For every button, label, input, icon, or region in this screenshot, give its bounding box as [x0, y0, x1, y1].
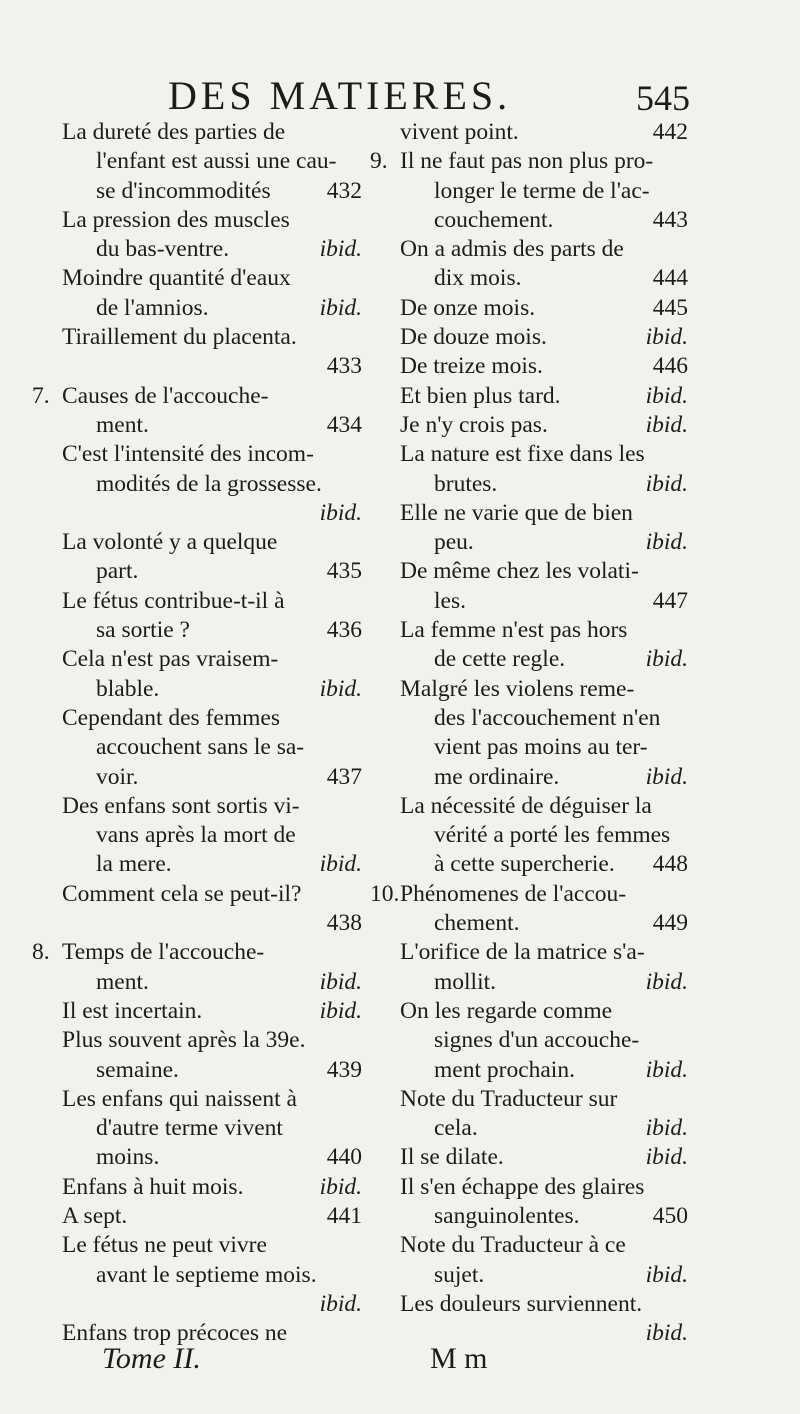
page-reference: ibid. [645, 1320, 688, 1347]
index-entry [360, 499, 688, 558]
index-column-left [22, 118, 362, 1348]
entry-text: De treize mois. [400, 353, 543, 380]
index-entry [360, 352, 688, 381]
index-entry [22, 1173, 362, 1202]
index-entry [360, 792, 688, 880]
index-entry [22, 206, 362, 265]
entry-text: Je n'y crois pas. [400, 411, 548, 438]
index-entry [22, 440, 362, 528]
entry-text: De même chez les volati- [400, 558, 639, 585]
page-reference: ibid. [319, 236, 362, 263]
index-entry [360, 557, 688, 616]
entry-text: voir. [96, 763, 139, 790]
index-entry [360, 411, 688, 440]
entry-text: Il est incertain. [62, 997, 203, 1024]
index-entry [360, 382, 688, 411]
index-entry [22, 880, 362, 939]
entry-text: peu. [434, 529, 474, 556]
index-entry [360, 323, 688, 352]
entry-text: La nécessité de déguiser la [400, 792, 652, 819]
page-reference: 447 [652, 587, 688, 614]
entry-text: vans après la mort de [96, 822, 296, 849]
index-entry [22, 323, 362, 382]
index-entry [360, 147, 688, 235]
page-reference: 448 [652, 851, 688, 878]
entry-text: Enfans à huit mois. [62, 1173, 244, 1200]
entry-text: longer le terme de l'ac- [434, 177, 650, 204]
index-entry [360, 997, 688, 1085]
page-reference: ibid. [645, 411, 688, 438]
entry-text: vient pas moins au ter- [434, 734, 648, 761]
page-footer [0, 1342, 800, 1382]
section-number: 8. [32, 939, 50, 966]
entry-text: sanguinolentes. [434, 1202, 580, 1229]
page-reference: 443 [652, 206, 688, 233]
entry-text: Malgré les violens reme- [400, 675, 635, 702]
index-entry [360, 1143, 688, 1172]
index-entry [22, 1026, 362, 1085]
page-reference: ibid. [645, 529, 688, 556]
index-entry [360, 1290, 688, 1349]
index-entry [360, 1085, 688, 1144]
entry-text: Cela n'est pas vraisem- [62, 646, 279, 673]
page-reference: ibid. [645, 1056, 688, 1083]
entry-text: La dureté des parties de [62, 119, 286, 145]
page-reference: 445 [652, 294, 688, 321]
entry-text: chement. [434, 910, 520, 937]
section-number: 10. [370, 880, 400, 907]
entry-text: avant le septieme mois. [96, 1261, 317, 1288]
entry-text: d'autre terme vivent [96, 1115, 283, 1142]
entry-text: Il ne faut pas non plus pro- [400, 148, 654, 175]
index-entry [360, 616, 688, 675]
running-title: DES MATIERES. [168, 73, 512, 118]
index-entry [360, 938, 688, 997]
entry-text: A sept. [62, 1202, 128, 1229]
page-reference: 434 [326, 411, 362, 438]
entry-text: se d'incommodités [96, 177, 271, 204]
page-reference: ibid. [319, 675, 362, 702]
entry-text: La pression des muscles [62, 206, 290, 233]
entry-text: Les douleurs surviennent. [400, 1290, 643, 1317]
page-reference: ibid. [645, 1144, 688, 1171]
entry-text: de cette regle. [434, 646, 566, 673]
entry-text: les. [434, 587, 466, 614]
page-reference: ibid. [319, 294, 362, 321]
entry-text: La nature est fixe dans les [400, 441, 645, 468]
entry-text: ment. [96, 968, 149, 995]
index-entry [360, 440, 688, 499]
entry-text: Des enfans sont sortis vi- [62, 792, 300, 819]
index-entry [22, 1231, 362, 1319]
index-entry [22, 118, 362, 206]
page-reference: ibid. [319, 968, 362, 995]
entry-text: De douze mois. [400, 324, 547, 351]
entry-text: La volonté y a quelque [62, 529, 278, 556]
entry-text: signes d'un accouche- [434, 1027, 640, 1054]
entry-text: vivent point. [400, 119, 519, 145]
entry-text: sa sortie ? [96, 617, 190, 644]
entry-text: Tiraillement du placenta. [62, 324, 297, 351]
entry-text: sujet. [434, 1261, 485, 1288]
index-entry [22, 645, 362, 704]
entry-text: ment. [96, 411, 149, 438]
page-reference: ibid. [645, 470, 688, 497]
entry-text: Causes de l'accouche- [62, 382, 269, 409]
entry-text: Elle ne varie que de bien [400, 499, 633, 526]
page-reference: 450 [652, 1202, 688, 1229]
page-reference: 437 [326, 763, 362, 790]
page-reference: ibid. [645, 646, 688, 673]
page-reference: 442 [652, 119, 688, 145]
page-reference: ibid. [319, 499, 362, 526]
page-number: 545 [636, 78, 690, 118]
entry-text: l'enfant est aussi une cau- [96, 148, 337, 175]
index-entry [22, 382, 362, 441]
page-reference: ibid. [645, 382, 688, 409]
entry-text: Note du Traducteur sur [400, 1085, 618, 1112]
page-reference: ibid. [645, 968, 688, 995]
entry-text: accouchent sans le sa- [96, 734, 305, 761]
index-entry [360, 1231, 688, 1290]
page-reference: 438 [326, 910, 362, 937]
index-entry [22, 792, 362, 880]
page-reference: 440 [326, 1144, 362, 1171]
index-entry [360, 235, 688, 294]
page-reference: ibid. [319, 1290, 362, 1317]
page-reference: ibid. [319, 1173, 362, 1200]
entry-text: vérité a porté les femmes [434, 822, 671, 849]
index-entry [22, 704, 362, 792]
index-entry [22, 1202, 362, 1231]
entry-text: Temps de l'accouche- [62, 939, 265, 966]
page-reference: ibid. [319, 851, 362, 878]
entry-text: Il s'en échappe des glaires [400, 1173, 645, 1200]
index-entry [360, 1173, 688, 1232]
entry-text: On les regarde comme [400, 997, 613, 1024]
entry-text: Moindre quantité d'eaux [62, 265, 291, 292]
entry-text: Cependant des femmes [62, 704, 280, 731]
page-reference: 436 [326, 617, 362, 644]
page-reference: 444 [652, 265, 688, 292]
page-reference: 435 [326, 558, 362, 585]
entry-text: De onze mois. [400, 294, 536, 321]
entry-text: Les enfans qui naissent à [62, 1085, 297, 1112]
entry-text: Il se dilate. [400, 1144, 504, 1171]
entry-text: L'orifice de la matrice s'a- [400, 939, 645, 966]
entry-text: dix mois. [434, 265, 522, 292]
entry-text: La femme n'est pas hors [400, 617, 628, 644]
index-entry [360, 294, 688, 323]
entry-text: des l'accouchement n'en [434, 704, 661, 731]
entry-text: Et bien plus tard. [400, 382, 561, 409]
entry-text: brutes. [434, 470, 498, 497]
entry-text: de l'amnios. [96, 294, 209, 321]
page-reference: ibid. [645, 324, 688, 351]
entry-text: C'est l'intensité des incom- [62, 441, 314, 468]
entry-text: On a admis des parts de [400, 236, 624, 263]
entry-text: couchement. [434, 206, 554, 233]
page-reference: ibid. [645, 763, 688, 790]
index-entry [22, 938, 362, 997]
entry-text: la mere. [96, 851, 172, 878]
entry-text: mollit. [434, 968, 497, 995]
entry-text: Le fétus contribue-t-il à [62, 587, 285, 614]
page-header [0, 72, 800, 122]
entry-text: me ordinaire. [434, 763, 560, 790]
entry-text: ment prochain. [434, 1056, 575, 1083]
index-entry [360, 675, 688, 792]
entry-text: blable. [96, 675, 160, 702]
page-reference: 432 [326, 177, 362, 204]
index-entry [22, 528, 362, 587]
index-column-right [360, 118, 688, 1348]
entry-text: Note du Traducteur à ce [400, 1232, 626, 1259]
entry-text: moins. [96, 1144, 160, 1171]
entry-text: Le fétus ne peut vivre [62, 1232, 267, 1259]
entry-text: du bas-ventre. [96, 236, 230, 263]
page-reference: 446 [652, 353, 688, 380]
index-entry [22, 264, 362, 323]
entry-text: Phénomenes de l'accou- [400, 880, 627, 907]
index-entry [22, 997, 362, 1026]
entry-text: cela. [434, 1115, 478, 1142]
volume-label: Tome II. [102, 1342, 201, 1375]
entry-text: à cette supercherie. [434, 851, 615, 878]
entry-text: Plus souvent après la 39e. [62, 1027, 306, 1054]
index-entry [22, 587, 362, 646]
section-number: 7. [32, 382, 50, 409]
index-entry [22, 1085, 362, 1173]
page-reference: ibid. [319, 997, 362, 1024]
entry-text: Enfans trop précoces ne [62, 1320, 288, 1347]
page-reference: ibid. [645, 1261, 688, 1288]
page-reference: 449 [652, 910, 688, 937]
page-reference: 439 [326, 1056, 362, 1083]
entry-text: semaine. [96, 1056, 179, 1083]
entry-text: Comment cela se peut-il? [62, 880, 302, 907]
page-reference: 441 [326, 1202, 362, 1229]
entry-text: modités de la grossesse. [96, 470, 322, 497]
section-number: 9. [370, 148, 388, 175]
signature-mark: M m [430, 1342, 488, 1375]
page-reference: ibid. [645, 1115, 688, 1142]
index-entry [360, 118, 688, 147]
entry-text: part. [96, 558, 139, 585]
index-entry [360, 880, 688, 939]
page-reference: 433 [326, 353, 362, 380]
